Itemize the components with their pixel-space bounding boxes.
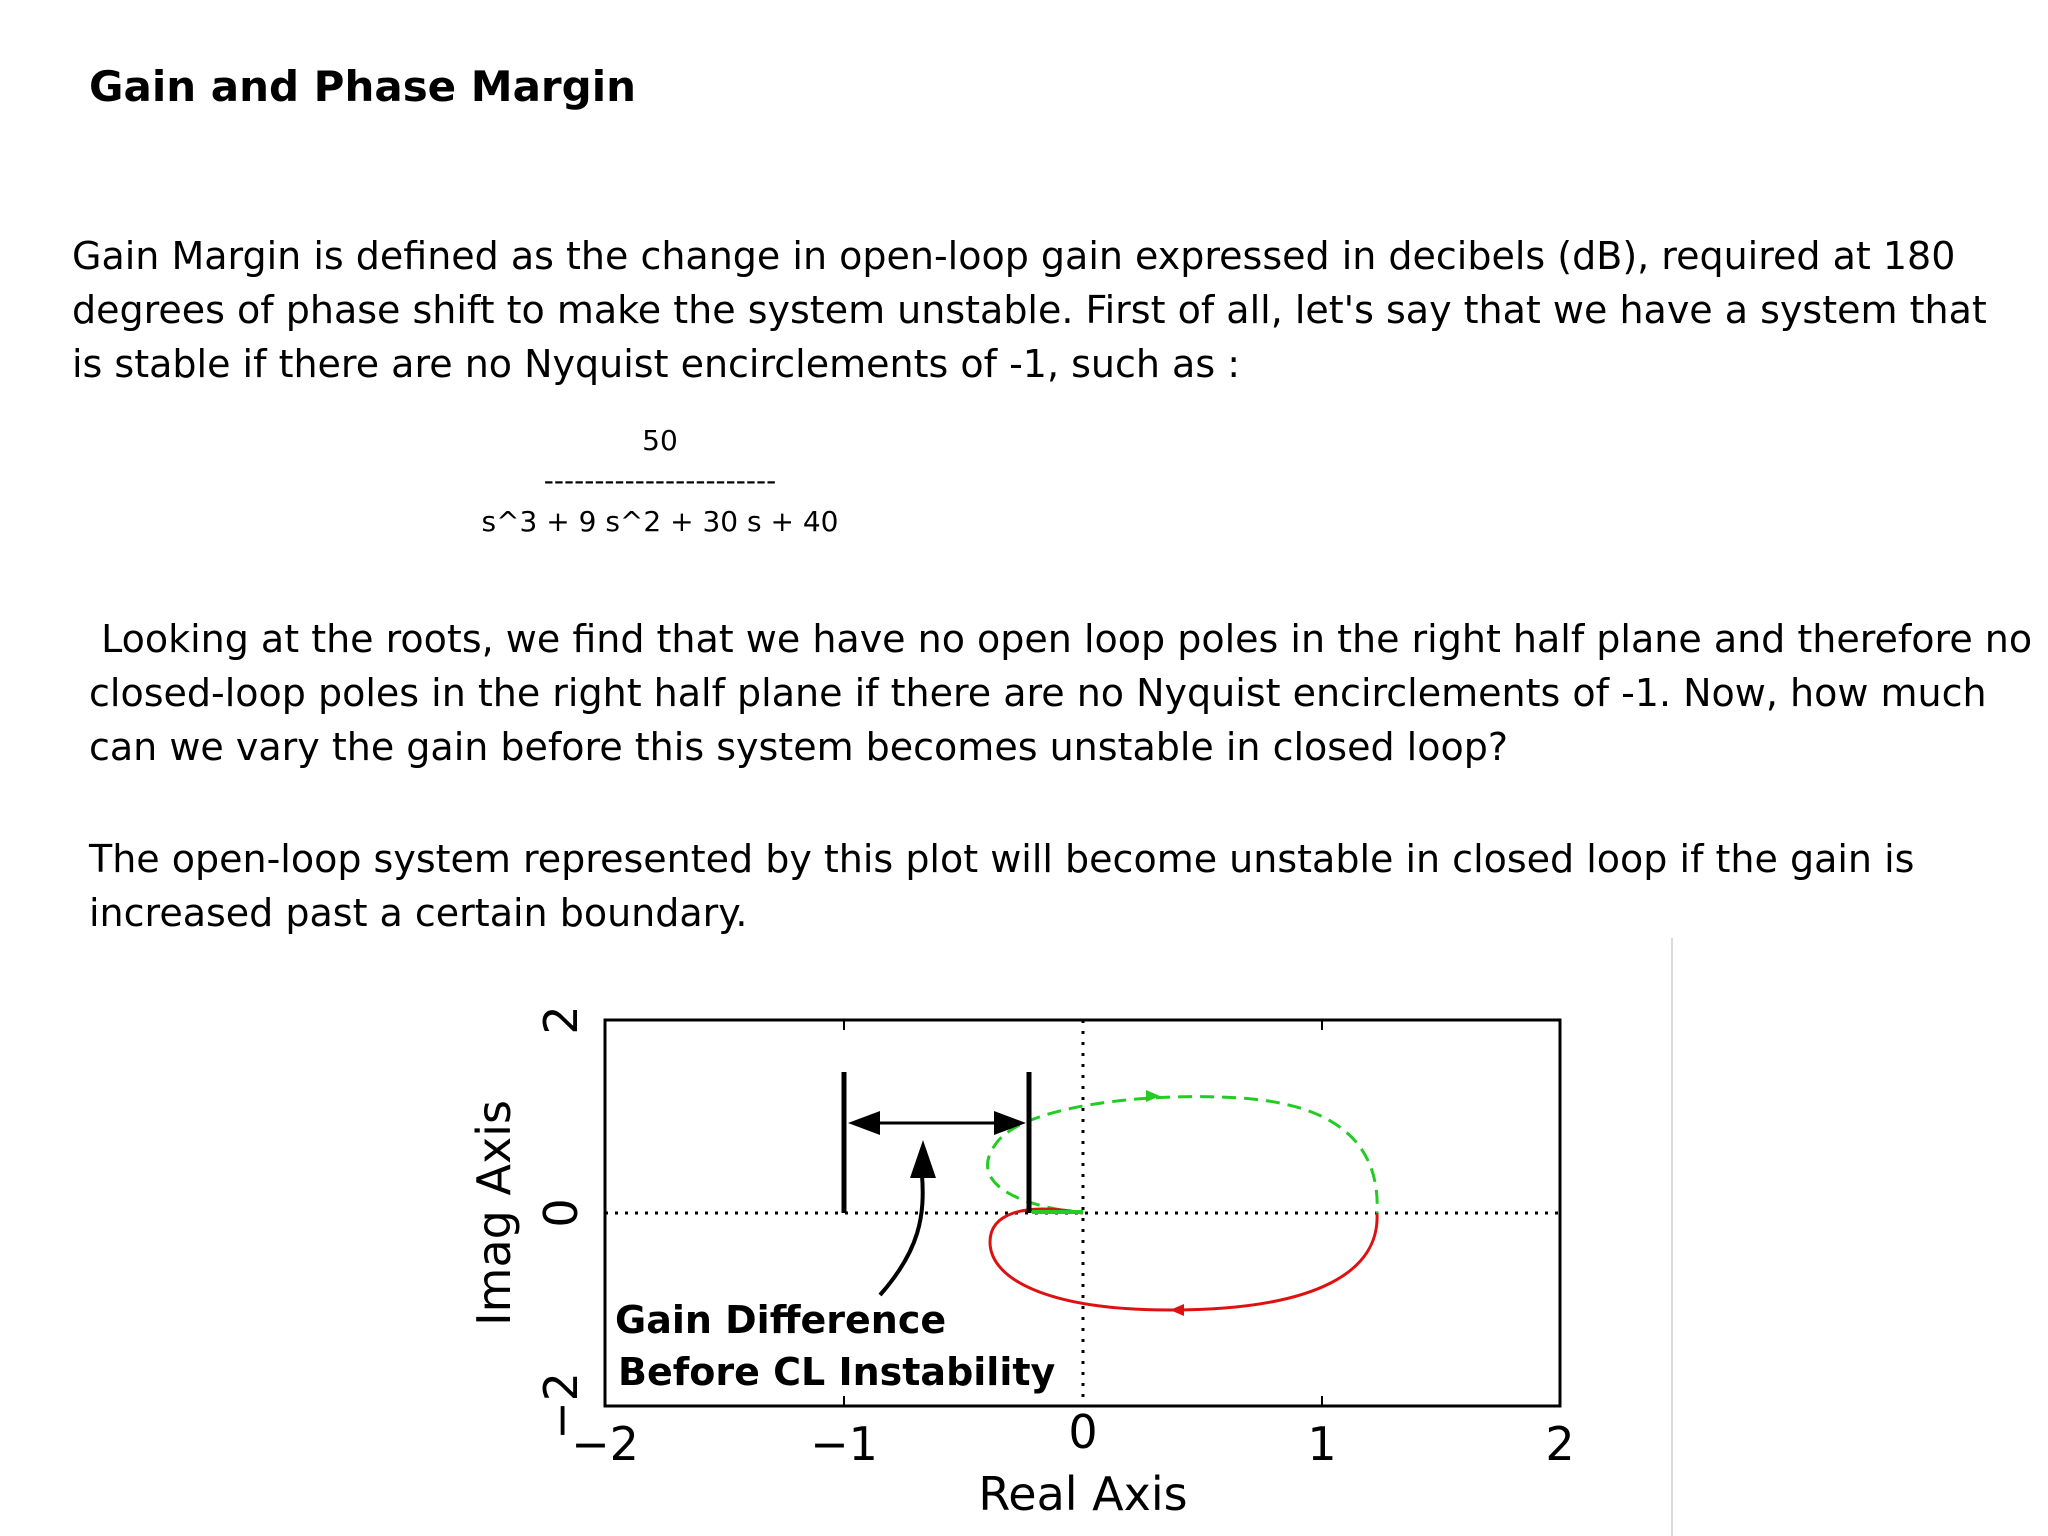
tf-fraction-bar: -----------------------	[543, 464, 777, 497]
nyquist-plot-svg	[450, 980, 1600, 1536]
paragraph-line: can we vary the gain before this system becomes unstable in closed loop?	[89, 725, 1509, 769]
paragraph-line: Looking at the roots, we find that we have no open loop poles in the right half plane and therefore no	[89, 617, 2033, 661]
annotation-pointer-arrowhead	[910, 1140, 936, 1178]
y-axis-label: Imag Axis	[467, 1100, 521, 1326]
gain-difference-arrowhead-left	[848, 1111, 880, 1135]
paragraph-line: is stable if there are no Nyquist encirclements of -1, such as :	[72, 342, 1241, 386]
x-axis-label: Real Axis	[978, 1467, 1188, 1521]
roots-explanation	[89, 612, 2032, 774]
nyquist-plot-figure	[450, 980, 1600, 1536]
y-tick-label: −2	[534, 1372, 588, 1440]
slide-divider-line	[1671, 938, 1673, 1536]
paragraph-line: degrees of phase shift to make the system unstable. First of all, let's say that we have a system that	[72, 288, 1987, 332]
x-tick-label: −1	[810, 1417, 878, 1471]
x-tick-label: 1	[1307, 1417, 1337, 1471]
positive-branch-direction-arrow	[1146, 1090, 1160, 1102]
x-tick-label: −2	[571, 1417, 639, 1471]
annotation-pointer-arrow	[880, 1175, 923, 1295]
paragraph-line: increased past a certain boundary.	[89, 891, 748, 935]
nyquist-positive-frequency-branch	[988, 1097, 1378, 1213]
y-tick-label: 0	[534, 1198, 588, 1228]
tf-numerator: 50	[642, 424, 678, 457]
x-tick-label: 2	[1545, 1417, 1575, 1471]
transfer-function	[460, 420, 860, 544]
tf-denominator: s^3 + 9 s^2 + 30 s + 40	[481, 505, 839, 538]
instability-explanation	[89, 832, 1914, 940]
nyquist-negative-frequency-branch	[990, 1209, 1377, 1310]
y-tick-label: 2	[534, 1005, 588, 1035]
paragraph-line: closed-loop poles in the right half plane if there are no Nyquist encirclements of -1. Now, how much	[89, 671, 1987, 715]
gain-margin-definition	[72, 229, 1987, 391]
annotation-text-line1: Gain Difference	[615, 1298, 947, 1342]
x-tick-label: 0	[1068, 1405, 1098, 1459]
paragraph-line: Gain Margin is defined as the change in open-loop gain expressed in decibels (dB), required at 180	[72, 234, 1956, 278]
page-title: Gain and Phase Margin	[89, 62, 637, 111]
annotation-text-line2: Before CL Instability	[618, 1350, 1056, 1394]
paragraph-line: The open-loop system represented by this plot will become unstable in closed loop if the gain is	[89, 837, 1915, 881]
negative-branch-direction-arrow	[1170, 1304, 1184, 1316]
